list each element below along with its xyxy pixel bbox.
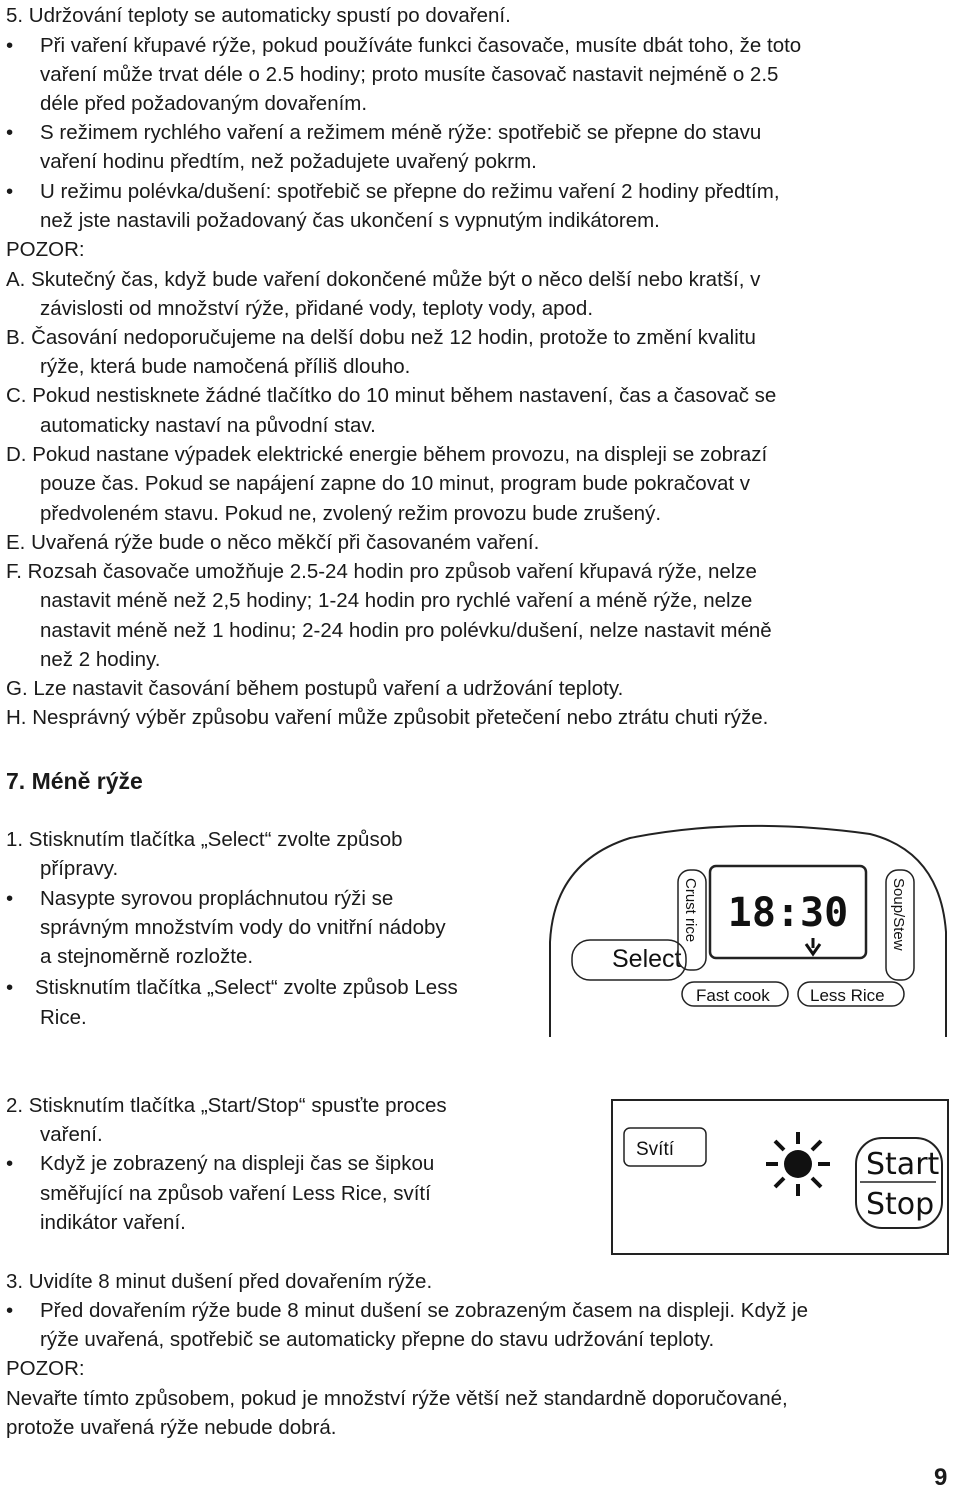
- text-line: déle před požadovaným dovařením.: [40, 92, 368, 115]
- note-b: rýže, která bude namočená příliš dlouho.: [40, 355, 411, 378]
- page-number: 9: [934, 1464, 948, 1491]
- note-b: B. Časování nedoporučujeme na delší dobu než 12 hodin, protože to změní kvalitu: [6, 326, 756, 349]
- note-c: C. Pokud nestisknete žádné tlačítko do 10 minut během nastavení, čas a časovač se: [6, 384, 777, 407]
- text-line: vaření hodinu předtím, než požadujete uvařený pokrm.: [40, 150, 537, 173]
- text-line: a stejnoměrně rozložte.: [40, 945, 254, 968]
- bullet: •: [6, 1299, 14, 1322]
- note-d: D. Pokud nastane výpadek elektrické energie během provozu, na displeji se zobrazí: [6, 443, 768, 466]
- bullet: •: [6, 976, 14, 999]
- note-f: nastavit méně než 1 hodinu; 2-24 hodin pro polévku/dušení, nelze nastavit méně: [40, 619, 772, 642]
- note-f: F. Rozsah časovače umožňuje 2.5-24 hodin pro způsob vaření křupavá rýže, nelze: [6, 560, 757, 583]
- note-a: závislosti od množství rýže, přidané vody, teploty vody, apod.: [40, 297, 594, 320]
- step-1: 1. Stisknutím tlačítka „Select“ zvolte způsob: [6, 828, 403, 851]
- text-line: Když je zobrazený na displeji čas se šipkou: [40, 1152, 435, 1175]
- note-c: automaticky nastaví na původní stav.: [40, 414, 376, 437]
- note-d: předvoleném stavu. Pokud ne, zvolený režim provozu bude zrušený.: [40, 502, 662, 525]
- note-d: pouze čas. Pokud se napájení zapne do 10 minut, program bude pokračovat v: [40, 472, 750, 495]
- fast-cook-label: Fast cook: [696, 986, 770, 1005]
- arrow-down-icon: [806, 938, 820, 954]
- bullet: •: [6, 34, 14, 57]
- text-line: Při vaření křupavé rýže, pokud používáte funkci časovače, musíte dbát toho, že toto: [40, 34, 802, 57]
- lit-label: Svítí: [636, 1139, 675, 1160]
- warning-label: POZOR:: [6, 1357, 85, 1380]
- text-line: U režimu polévka/dušení: spotřebič se přepne do režimu vaření 2 hodiny předtím,: [40, 180, 780, 203]
- bullet: •: [6, 121, 14, 144]
- select-button-label: Select: [612, 945, 682, 973]
- text-line: Stisknutím tlačítka „Select“ zvolte způsob Less: [35, 976, 458, 999]
- step-3: 3. Uvidíte 8 minut dušení před dovařením rýže.: [6, 1270, 433, 1293]
- note-e: E. Uvařená rýže bude o něco měkčí při časovaném vaření.: [6, 531, 540, 554]
- text-line: rýže uvařená, spotřebič se automaticky přepne do stavu udržování teploty.: [40, 1328, 715, 1351]
- control-panel-illustration: [540, 822, 952, 1037]
- note-f: nastavit méně než 2,5 hodiny; 1-24 hodin pro rychlé vaření a méně rýže, nelze: [40, 589, 753, 612]
- display-time: 18:30: [727, 890, 849, 936]
- less-rice-label: Less Rice: [810, 986, 885, 1005]
- text-line: správným množstvím vody do vnitřní nádoby: [40, 916, 446, 939]
- warning-label: POZOR:: [6, 238, 85, 261]
- bullet: •: [6, 1152, 14, 1175]
- soup-stew-label: Soup/Stew: [890, 878, 907, 951]
- note-h: H. Nesprávný výběr způsobu vaření může způsobit přetečení nebo ztrátu chuti rýže.: [6, 706, 769, 729]
- text-line: protože uvařená rýže nebude dobrá.: [6, 1416, 337, 1439]
- text-line: Nasypte syrovou propláchnutou rýži se: [40, 887, 394, 910]
- stop-label: Stop: [866, 1187, 935, 1222]
- text-line: indikátor vaření.: [40, 1211, 186, 1234]
- step-2: 2. Stisknutím tlačítka „Start/Stop“ spusťte proces: [6, 1094, 447, 1117]
- text-line: Před dovařením rýže bude 8 minut dušení se zobrazeným časem na displeji. Když je: [40, 1299, 808, 1322]
- crust-rice-label: Crust rice: [682, 878, 699, 943]
- text-line: vaření může trvat déle o 2.5 hodiny; proto musíte časovač nastavit nejméně o 2.5: [40, 63, 779, 86]
- text-line: směřující na způsob vaření Less Rice, svítí: [40, 1182, 431, 1205]
- text-line: Rice.: [40, 1006, 87, 1029]
- text-line: Nevařte tímto způsobem, pokud je množství rýže větší než standardně doporučované,: [6, 1387, 788, 1410]
- start-label: Start: [866, 1147, 940, 1182]
- text-line: 5. Udržování teploty se automaticky spustí po dovaření.: [6, 4, 511, 27]
- note-f: než 2 hodiny.: [40, 648, 161, 671]
- text-line: než jste nastavili požadovaný čas ukončení s vypnutým indikátorem.: [40, 209, 660, 232]
- bullet: •: [6, 887, 14, 910]
- indicator-light-icon: [766, 1132, 830, 1196]
- step-1: přípravy.: [40, 857, 119, 880]
- section-heading: 7. Méně rýže: [6, 768, 143, 794]
- step-2: vaření.: [40, 1123, 103, 1146]
- note-a: A. Skutečný čas, když bude vaření dokončené může být o něco delší nebo kratší, v: [6, 268, 761, 291]
- text-line: S režimem rychlého vaření a režimem méně rýže: spotřebič se přepne do stavu: [40, 121, 762, 144]
- start-stop-illustration: [610, 1098, 950, 1256]
- note-g: G. Lze nastavit časování během postupů vaření a udržování teploty.: [6, 677, 624, 700]
- bullet: •: [6, 180, 14, 203]
